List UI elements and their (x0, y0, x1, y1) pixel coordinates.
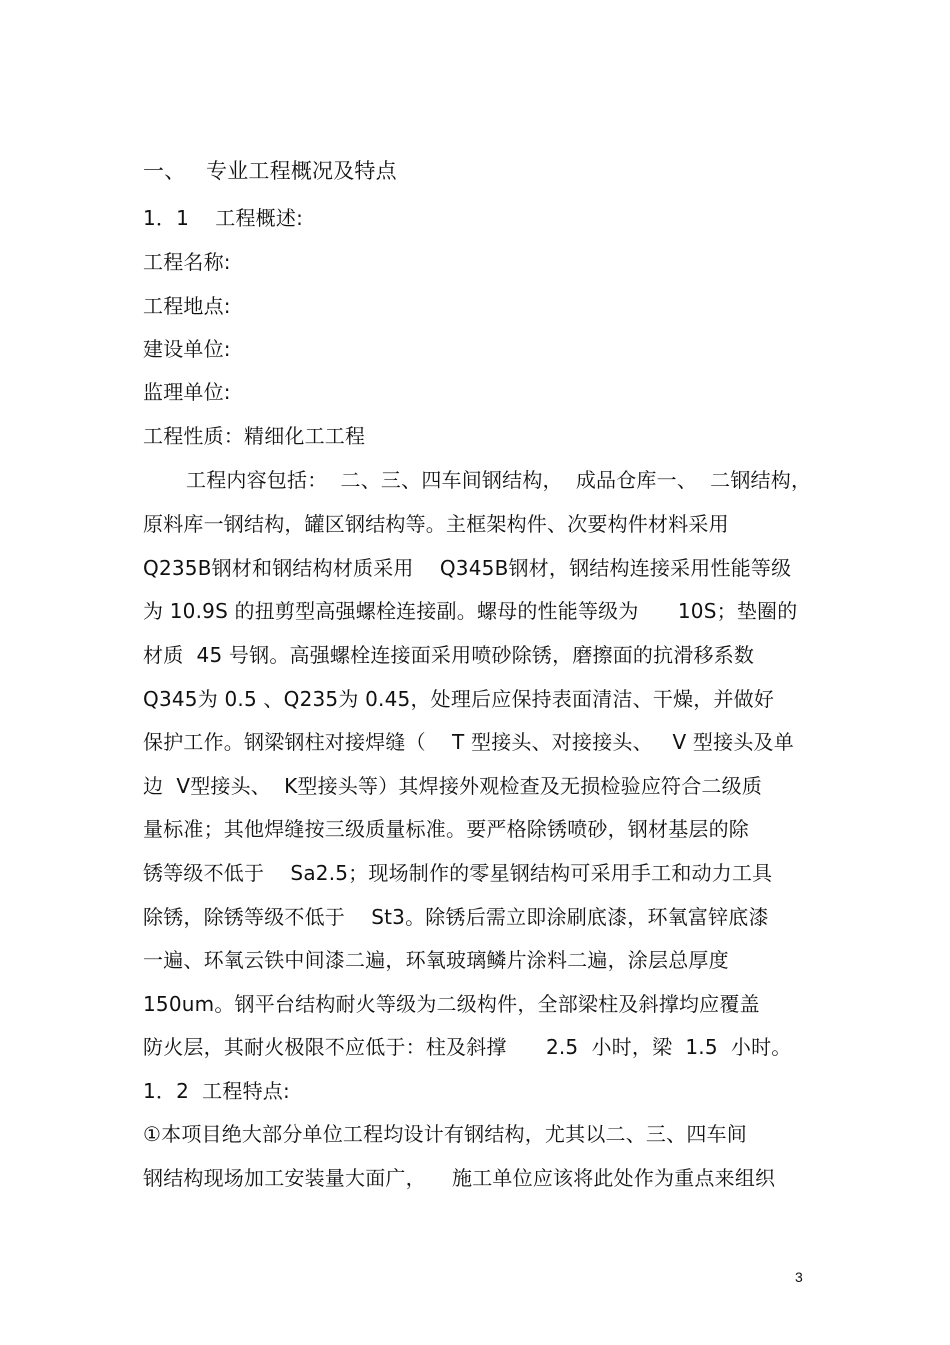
body-line-10: 锈等级不低于 Sa2.5；现场制作的零星钢结构可采用手工和动力工具 (143, 861, 773, 885)
features-line-1: ①本项目绝大部分单位工程均设计有钢结构，尤其以二、三、四车间 (143, 1122, 747, 1146)
project-nature-field: 工程性质：精细化工工程 (143, 424, 366, 448)
body-line-3: Q235B钢材和钢结构材质采用 Q345B钢材，钢结构连接采用性能等级 (143, 556, 792, 580)
body-line-7: 保护工作。钢梁钢柱对接焊缝（ T 型接头、对接接头、 V 型接头及单 (143, 730, 794, 754)
body-line-6: Q345为 0.5 、Q235为 0.45，处理后应保持表面清洁、干燥，并做好 (143, 687, 775, 711)
section-1-2-title: 1．2 工程特点: (143, 1079, 290, 1103)
section-heading: 一、 专业工程概况及特点 (143, 159, 397, 183)
supervision-unit-field: 监理单位: (143, 380, 231, 404)
body-line-9: 量标准；其他焊缝按三级质量标准。要严格除锈喷砂，钢材基层的除 (143, 817, 749, 841)
body-line-11: 除锈，除锈等级不低于 St3。除锈后需立即涂刷底漆，环氧富锌底漆 (143, 905, 769, 929)
body-line-13: 150um。钢平台结构耐火等级为二级构件，全部梁柱及斜撑均应覆盖 (143, 992, 760, 1016)
project-name-field: 工程名称: (143, 250, 231, 274)
features-line-2: 钢结构现场加工安装量大面广， 施工单位应该将此处作为重点来组织 (143, 1166, 776, 1190)
project-location-field: 工程地点: (143, 294, 231, 318)
construction-unit-field: 建设单位: (143, 337, 231, 361)
page-number: 3 (795, 1269, 803, 1285)
body-line-4: 为 10.9S 的扭剪型高强螺栓连接副。螺母的性能等级为 10S；垫圈的 (143, 599, 798, 623)
body-line-1: 工程内容包括： 二、三、四车间钢结构， 成品仓库一、 二钢结构， (186, 468, 812, 492)
body-line-2: 原料库一钢结构，罐区钢结构等。主框架构件、次要构件材料采用 (143, 512, 729, 536)
body-line-12: 一遍、环氧云铁中间漆二遍，环氧玻璃鳞片涂料二遍，涂层总厚度 (143, 948, 729, 972)
section-1-1-title: 1．1 工程概述: (143, 206, 304, 230)
body-line-14: 防火层，其耐火极限不应低于：柱及斜撑 2.5 小时，梁 1.5 小时。 (143, 1035, 792, 1059)
body-line-5: 材质 45 号钢。高强螺栓连接面采用喷砂除锈，磨擦面的抗滑移系数 (143, 643, 755, 667)
body-line-8: 边 V型接头、 K型接头等）其焊接外观检查及无损检验应符合二级质 (143, 774, 763, 798)
